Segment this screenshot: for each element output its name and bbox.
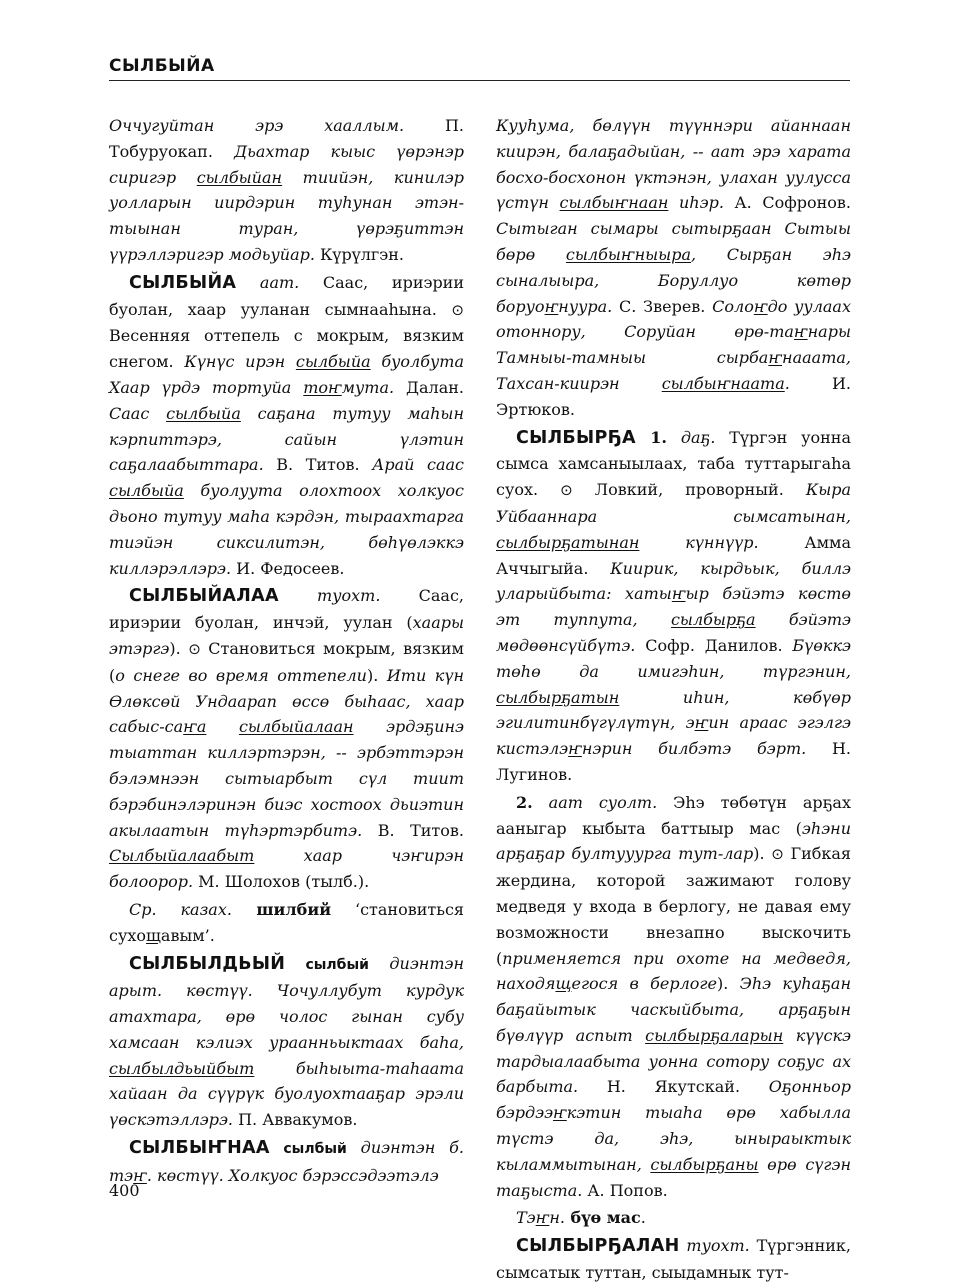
headword: СЫЛБЫРҔА	[516, 427, 636, 448]
left-paragraph-1: Оччугуйтан эрэ хааллым. П. Тобуруокап. Дьахтар кыыс үөрэнэр сиригэр сылбыйан тиийэн, кинилэр уолларын иирдэрин туһунан этэн-тыынан туран, үөрэҕиттэн үүрэллэригэр модьуйар. Күрүлгэн.	[109, 116, 465, 264]
russian-translation-marker-icon: ⊙	[188, 639, 201, 658]
entry-sylbyldyi: СЫЛБЫЛДЬЫЙ сылбый диэнтэн арыт. көстүү. Чочуллубут курдук атахтара, өрө чолос гынан субу хамсаан кэлиэх ураанньыктаах баһа, сылбылдьыйбыт быһыыта-таһаата хайаан да сүүрүк буолуохтааҕар эрэли үөскэтэллэрэ. П. Аввакумов.	[109, 953, 464, 1130]
running-header	[109, 52, 850, 81]
entry-sylbyialaa: СЫЛБЫЙАЛАА туохт. Саас, ириэрии буолан, инчэй, уулан (хаары этэргэ). ⊙ Становиться мокрым, вязким (о снеге во время оттепели). Ити күн Өлөксөй Ундаарап өссө быһаас, хаар сабыс-саҥа сылбыйалаан эрдэҕинэ тыаттан киллэртэрэн, -- эрбэттэрэн бэлэмнээн сытыарбыт сүл тиит бэрэбинэлэринэн биэс хостоох дьиэтин акылаатын түһэртэрбитэ. В. Титов. Сылбыйалаабыт хаар чэҥирэн болоорор. М. Шолохов (тылб.).	[109, 586, 465, 892]
russian-translation-marker-icon: ⊙	[771, 845, 784, 864]
entry-sylbyrgalan: СЫЛБЫРҔАЛАН туохт. Түргэнник, сымсатык туттан, сыыдамнык тут-	[496, 1236, 851, 1283]
entry-sylbyrga-1: СЫЛБЫРҔА 1. даҕ. Түргэн уонна сымса хамсаныылаах, таба туттарыгаһа суох. ⊙ Ловкий, проворный. Кыра Уйбааннара сымсатынан, сылбырҕатынан күннүүр. Амма Аччыгыйа. Киирик, кырдьык, биллэ уларыйбыта: хатыҥыр бэйэтэ көстө эт туппута, сылбырҕа бэйэтэ мөдөөнсүйбүтэ. Софр. Данилов. Бүөккэ төһө да имигэһин, түргэнин, сылбырҕатын иһин, көбүөр эгилитинбүгүлүтүн, эҥин араас эгэлгэ кистэлэҥнэрин билбэтэ бэрт. Н. Лугинов.	[496, 427, 852, 784]
left-column	[109, 113, 464, 1191]
russian-translation-marker-icon: ⊙	[560, 481, 573, 500]
etymology-note: Ср. казах. шилбий ‘становиться сухощавым’.	[109, 899, 464, 945]
entry-sylbyrga-2: 2. аат суолт. Эһэ төбөтүн арҕах ааныгар кыбыта баттыыр мас (эһэни арҕаҕар бултууурга тут-лар). ⊙ Гибкая жердина, которой зажимают голову медведя у входа в берлогу, не давая ему возможности внезапно выскочить (применяется при охоте на медведя, находящегося в берлоге). Эһэ куһаҕан баҕайытык часкыйбыта, арҕаҕын бүөлүүр аспыт сылбырҕаларын күүскэ тардыалаабыта уонна сотору соҕус ах барбыта. Н. Якутскай. Оҕонньор бэрдээҥкэтин тыаһа өрө хабылла түстэ да, эһэ, ыныраыктык кыламмытынан, сылбырҕаны өрө сүгэн таҕыста. А. Попов.	[496, 792, 852, 1200]
headword: СЫЛБЫРҔАЛАН	[516, 1236, 680, 1257]
right-column	[496, 113, 851, 1288]
headword: СЫЛБЫЙА	[129, 272, 237, 293]
right-paragraph-1: Кууһума, бөлүүн түүннэри айаннаан киирэн, балаҕадыйан, -- аат эрэ харата босхо-босхонон үктэнэн, улахан уулусса үстүн сылбыҥнаан иһэр. А. Софронов. Сытыган сымары сытырҕаан Сытыы бөрө сылбыҥныыра, Сырҕан эһэ сыналыыра, Боруллуо көтөр боруоҥнуура. С. Зверев. Солоҥдо уулаах отоннору, Соруйан өрө-таҥнары Тамныы-тамныы сырбаҥнааата, Тахсан-киирэн сылбыҥнаата. И. Эртюков.	[496, 116, 852, 419]
headword: СЫЛБЫЛДЬЫЙ	[129, 953, 286, 974]
headword: СЫЛБЫЙАЛАА	[129, 586, 279, 607]
page-number: 400	[109, 1181, 140, 1200]
entry-sylbyia: СЫЛБЫЙА аат. Саас, ириэрии буолан, хаар ууланан сымнааһына. ⊙ Весенняя оттепель с мокрым, вязким снегом. Күнүс ирэн сылбыйа буолбута Хаар үрдэ тортуйа тоҥмута. Далан. Саас сылбыйа саҕана тутуу маһын кэрпиттэрэ, сайын үлэтин саҕалаабыттара. В. Титов. Арай саас сылбыйа буолуута олохтоох холкуос дьоно тутуу маһа кэрдэн, тыраахтарга тиэйэн сиксилитэн, бөһүөлэккэ киллэрэллэрэ. И. Федосеев.	[109, 272, 465, 578]
headword: СЫЛБЫҤНАА	[129, 1138, 270, 1159]
running-header-title: СЫЛБЫЙА	[109, 56, 215, 76]
synonym-note: Тэҥн. бүө мас.	[516, 1208, 646, 1228]
russian-translation-marker-icon: ⊙	[451, 300, 464, 319]
entry-sylbynnaa: СЫЛБЫҤНАА сылбый диэнтэн б. тэҥ. көстүү. Холкуос бэрэссэдээтэлэ	[109, 1138, 464, 1185]
